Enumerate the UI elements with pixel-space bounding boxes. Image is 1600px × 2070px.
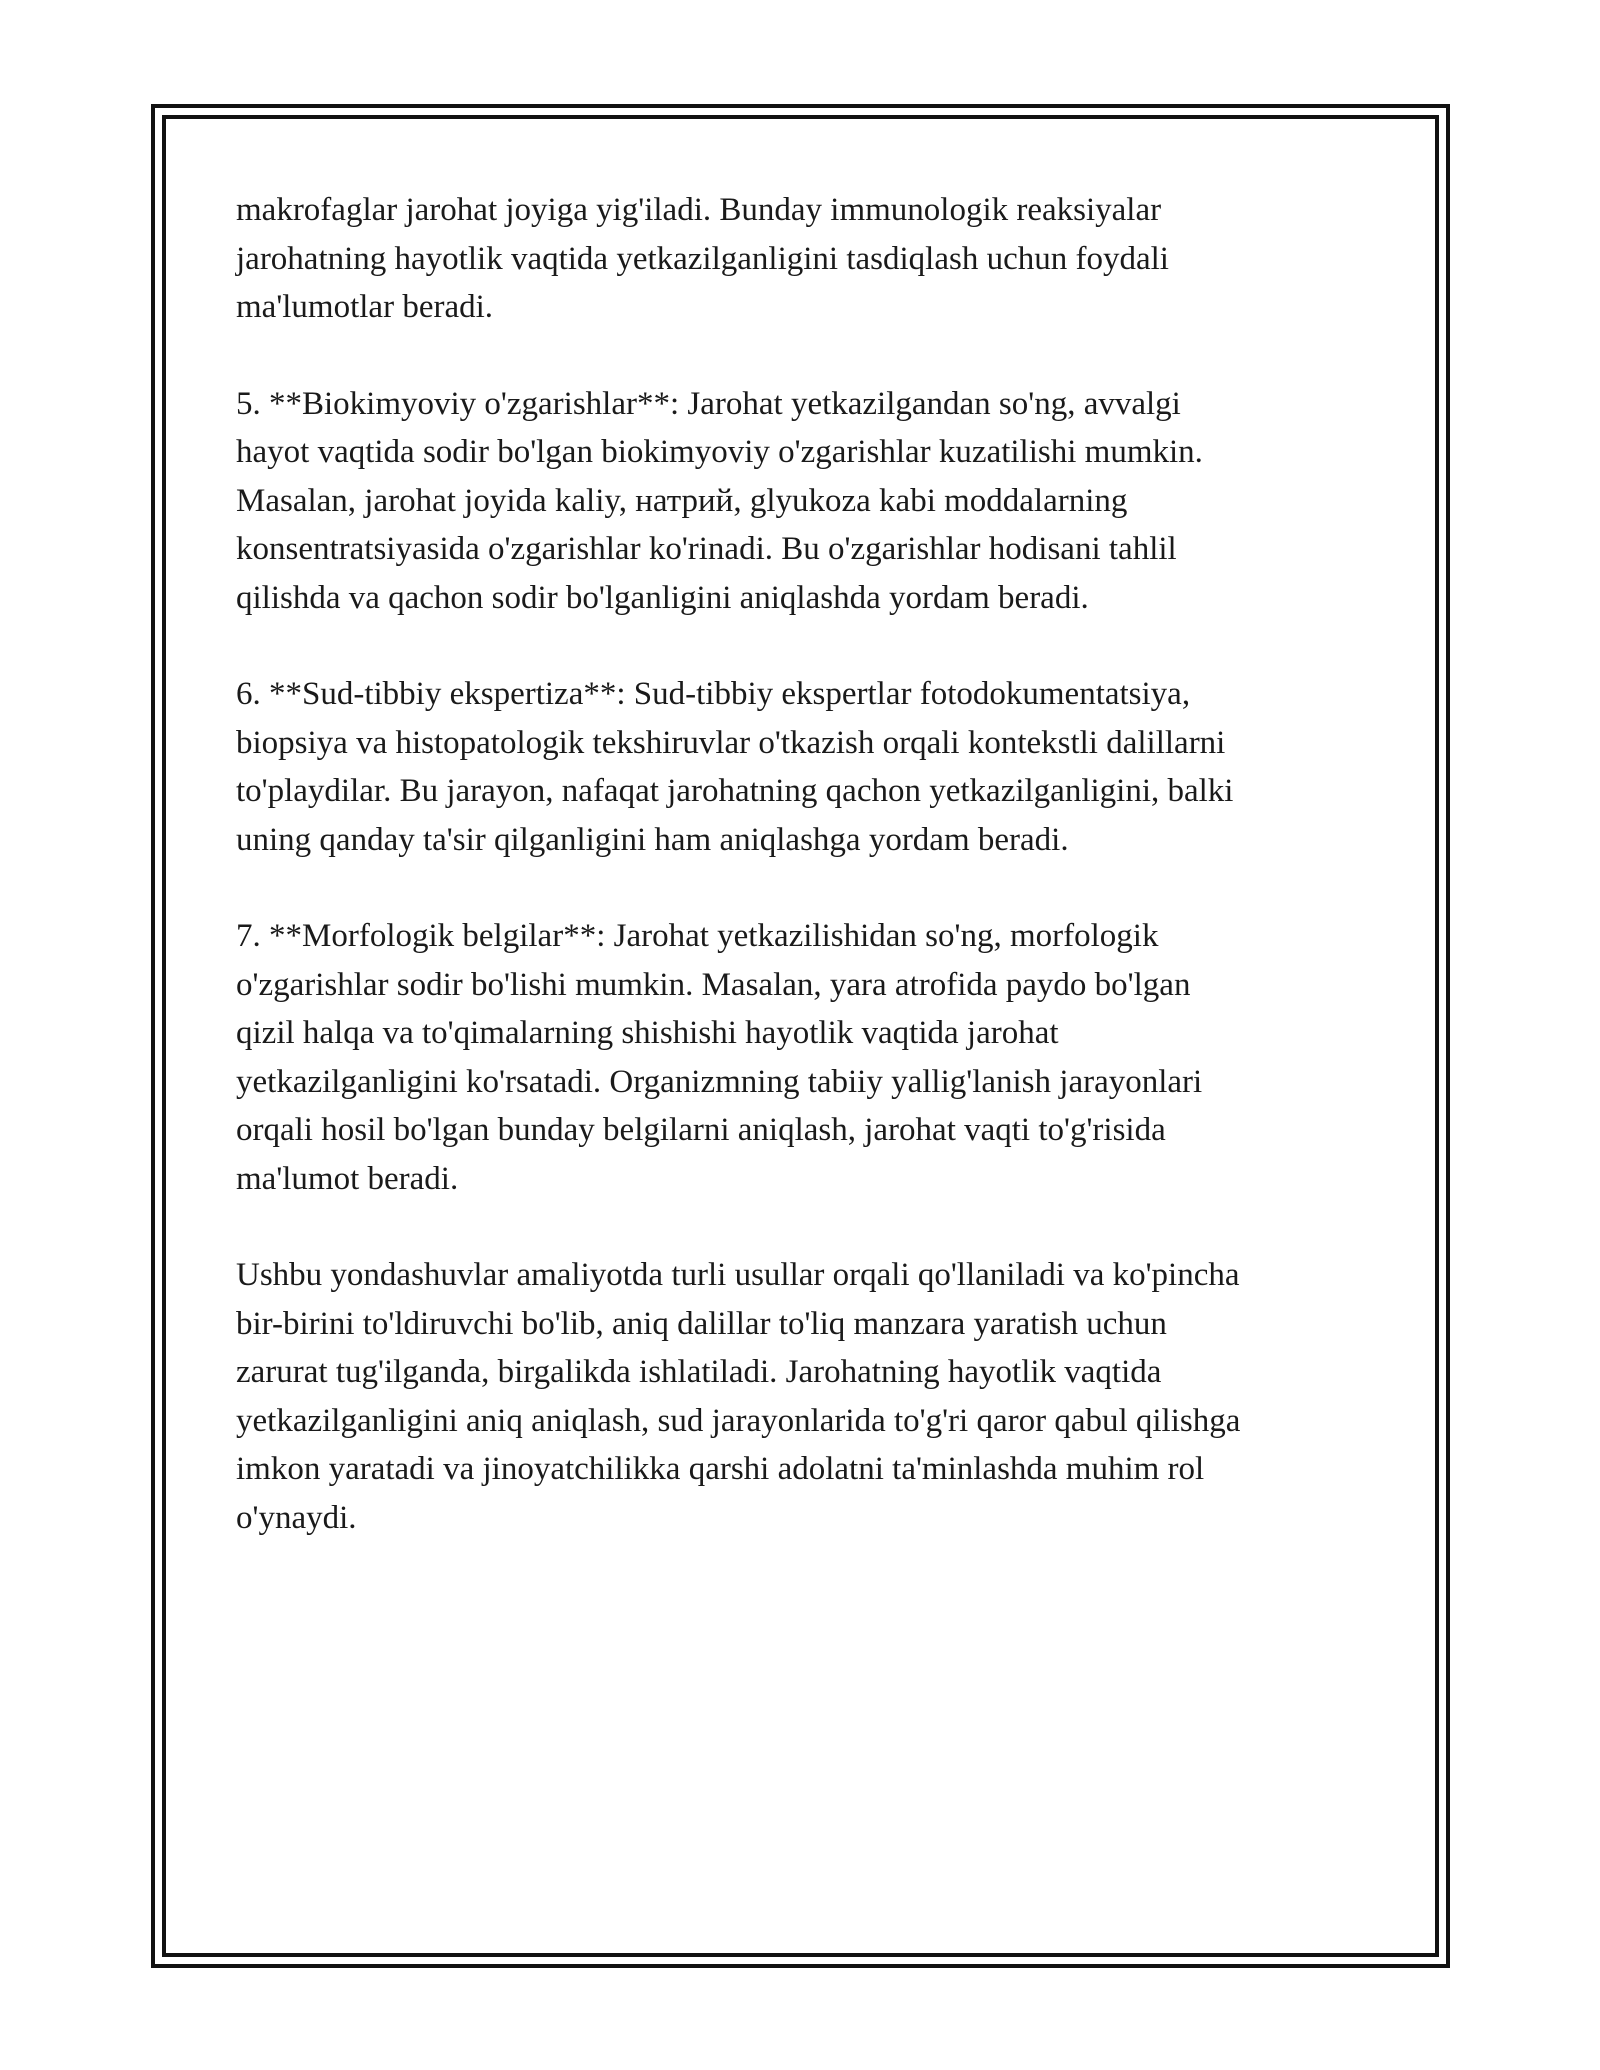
paragraph-conclusion: Ushbu yondashuvlar amaliyotda turli usullar orqali qo'llaniladi va ko'pincha bir-birini to'ldiruvchi bo'lib, aniq dalillar to'liq manzara yaratish uchun zarurat tug'ilganda, birgalikda ishlatiladi. Jarohatning hayotlik vaqtida yetkazilganligini aniq aniqlash, sud jarayonlarida to'g'ri qaror qabul qilishga imkon yaratadi va jinoyatchilikka qarshi adolatni ta'minlashda muhim rol o'ynaydi. bbox=[236, 1257, 1241, 1536]
paragraph-biochemical-changes: 5. **Biokimyoviy o'zgarishlar**: Jarohat yetkazilgandan so'ng, avvalgi hayot vaqtida sodir bo'lgan biokimyoviy o'zgarishlar kuzatilishi mumkin. Masalan, jarohat joyida kaliy, натрий, glyukoza kabi moddalarning konsentratsiyasida o'zgarishlar ko'rinadi. Bu o'zgarishlar hodisani tahlil qilishda va qachon sodir bo'lganligini aniqlashda yordam beradi. bbox=[236, 385, 1203, 616]
paragraph-morphological-signs: 7. **Morfologik belgilar**: Jarohat yetkazilishidan so'ng, morfologik o'zgarishlar sodir bo'lishi mumkin. Masalan, yara atrofida paydo bo'lgan qizil halqa va to'qimalarning shishishi hayotlik vaqtida jarohat yetkazilganligini ko'rsatadi. Organizmning tabiiy yallig'lanish jarayonlari orqali hosil bo'lgan bunday belgilarni aniqlash, jarohat vaqti to'g'risida ma'lumot beradi. bbox=[236, 918, 1203, 1197]
paragraph-forensic-expertise: 6. **Sud-tibbiy ekspertiza**: Sud-tibbiy ekspertlar fotodokumentatsiya, biopsiya va histopatologik tekshiruvlar o'tkazish orqali kontekstli dalillarni to'playdilar. Bu jarayon, nafaqat jarohatning qachon yetkazilganligini, balki uning qanday ta'sir qilganligini ham aniqlashga yordam beradi. bbox=[236, 676, 1234, 858]
paragraph-immunological-continuation: makrofaglar jarohat joyiga yig'iladi. Bunday immunologik reaksiyalar jarohatning hayotlik vaqtida yetkazilganligini tasdiqlash uchun foydali ma'lumotlar beradi. bbox=[236, 192, 1169, 325]
document-body bbox=[236, 186, 1366, 1590]
